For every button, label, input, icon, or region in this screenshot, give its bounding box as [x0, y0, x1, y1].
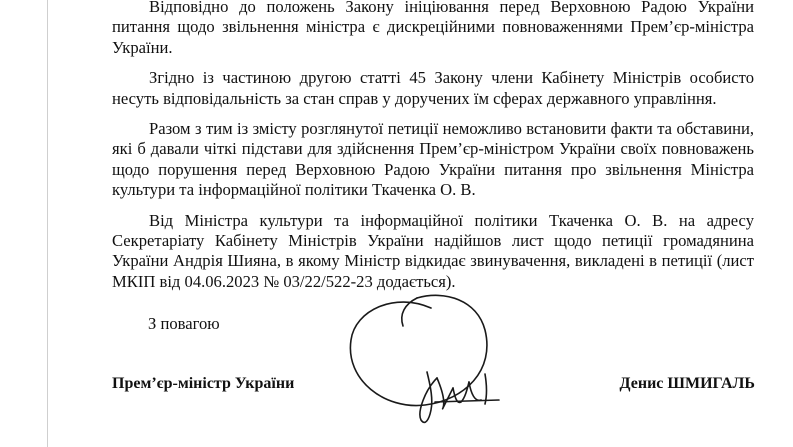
- letter-body: [112, 0, 754, 292]
- closing-phrase: З повагою: [148, 314, 220, 333]
- signatory-title: Прем’єр-міністр України: [112, 375, 295, 392]
- signatory-name: Денис ШМИГАЛЬ: [619, 375, 755, 392]
- paragraph-law-provisions: Відповідно до положень Закону ініціювання перед Верховною Радою України питання щодо звільнення міністра є дискреційними повноваженнями Прем’єр-міністра України.: [112, 0, 754, 57]
- page-edge-line: [47, 0, 48, 447]
- paragraph-minister-letter: Від Міністра культури та інформаційної політики Ткаченка О. В. на адресу Секретаріату Кабінету Міністрів України надійшов лист щодо петиції громадянина України Андрія Шияна, в якому Міністр відкидає звинувачення, викладені в петиції (лист МКІП від 04.06.2023 № 03/22/522-23 додається).: [112, 210, 754, 291]
- handwritten-signature: [335, 270, 535, 440]
- paragraph-petition-review: Разом з тим із змісту розглянутої петиції неможливо встановити факти та обставини, які б давали чіткі підстави для здійснення Прем’єр-міністром України своїх повноважень щодо порушення перед Верховною Радою України питання про звільнення Міністра культури та інформаційної політики Ткаченка О. В.: [112, 119, 754, 200]
- paragraph-article-45: Згідно із частиною другою статті 45 Закону члени Кабінету Міністрів особисто несуть відповідальність за стан справ у доручених їм сферах державного управління.: [112, 68, 754, 108]
